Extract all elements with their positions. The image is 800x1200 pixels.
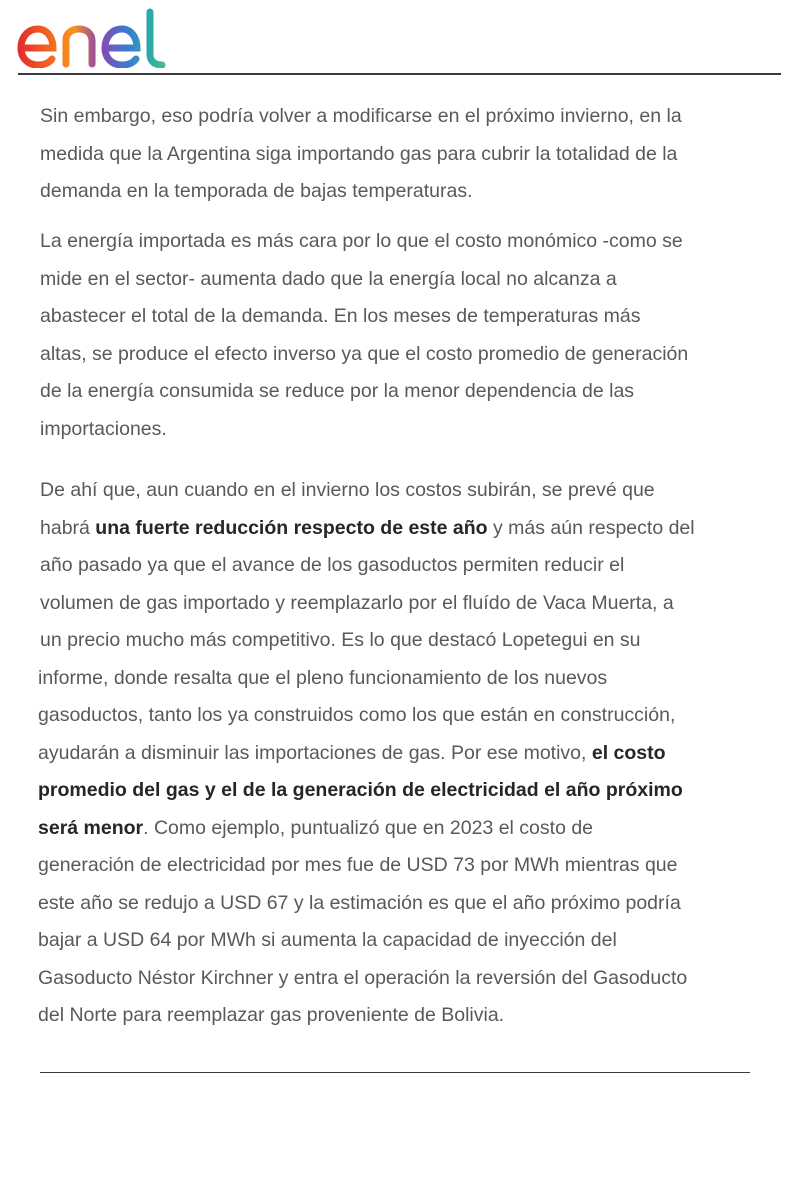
text-line: generación de electricidad por mes fue de USD 73 por MWh mientras que (38, 854, 678, 876)
text-line (38, 810, 695, 848)
bold-highlight: el costo (591, 741, 666, 764)
text-line: año pasado ya que el avance de los gasoductos permiten reducir el (40, 554, 625, 576)
text-line (38, 735, 695, 773)
text-line: abastecer el total de la demanda. En los meses de temperaturas más (40, 305, 641, 327)
site-header (0, 0, 800, 76)
text-line: gasoductos, tanto los ya construidos como los que están en construcción, (38, 704, 676, 726)
text-line: mide en el sector- aumenta dado que la energía local no alcanza a (40, 267, 617, 290)
bold-highlight: será menor (38, 816, 144, 839)
text-segment: habrá (40, 516, 96, 539)
text-line: Gasoducto Néstor Kirchner y entra el operación la reversión del Gasoducto (38, 966, 688, 989)
text-line: este año se redujo a USD 67 y la estimación es que el año próximo podría (38, 891, 681, 914)
text-line: Sin embargo, eso podría volver a modificarse en el próximo invierno, en la (40, 105, 682, 127)
bold-highlight: promedio del gas y el de la generación de electricidad el año próximo (38, 779, 683, 801)
paragraph-cost-reduction (40, 472, 695, 1035)
text-segment: y más aún respecto del (487, 516, 695, 539)
text-line: altas, se produce el efecto inverso ya que el costo promedio de generación (40, 342, 689, 365)
paragraph-winter-outlook (40, 98, 682, 211)
text-line (40, 510, 695, 548)
text-line: bajar a USD 64 por MWh si aumenta la capacidad de inyección del (38, 929, 617, 951)
article-end-divider (40, 1072, 750, 1073)
text-line: un precio mucho más competitivo. Es lo que destacó Lopetegui en su (40, 629, 641, 651)
text-line: demanda en la temporada de bajas temperaturas. (40, 180, 473, 202)
enel-logo[interactable] (16, 8, 180, 68)
text-line: medida que la Argentina siga importando gas para cubrir la totalidad de la (40, 142, 678, 165)
text-line: informe, donde resalta que el pleno funcionamiento de los nuevos (38, 666, 608, 689)
text-line: importaciones. (40, 417, 167, 440)
text-line: volumen de gas importado y reemplazarlo por el fluído de Vaca Muerta, a (40, 591, 674, 614)
text-segment: . Como ejemplo, puntualizó que en 2023 el costo de (143, 816, 594, 839)
text-line: del Norte para reemplazar gas proveniente de Bolivia. (38, 1004, 505, 1026)
text-line: La energía importada es más cara por lo que el costo monómico -como se (40, 230, 683, 252)
text-segment: ayudarán a disminuir las importaciones de gas. Por ese motivo, (38, 741, 592, 764)
text-line: de la energía consumida se reduce por la menor dependencia de las (40, 380, 635, 402)
bold-highlight: una fuerte reducción respecto de este año (95, 516, 488, 539)
header-divider (18, 73, 781, 75)
text-line: De ahí que, aun cuando en el invierno los costos subirán, se prevé que (40, 479, 655, 501)
paragraph-imported-energy (40, 223, 688, 448)
text-line (38, 772, 695, 810)
